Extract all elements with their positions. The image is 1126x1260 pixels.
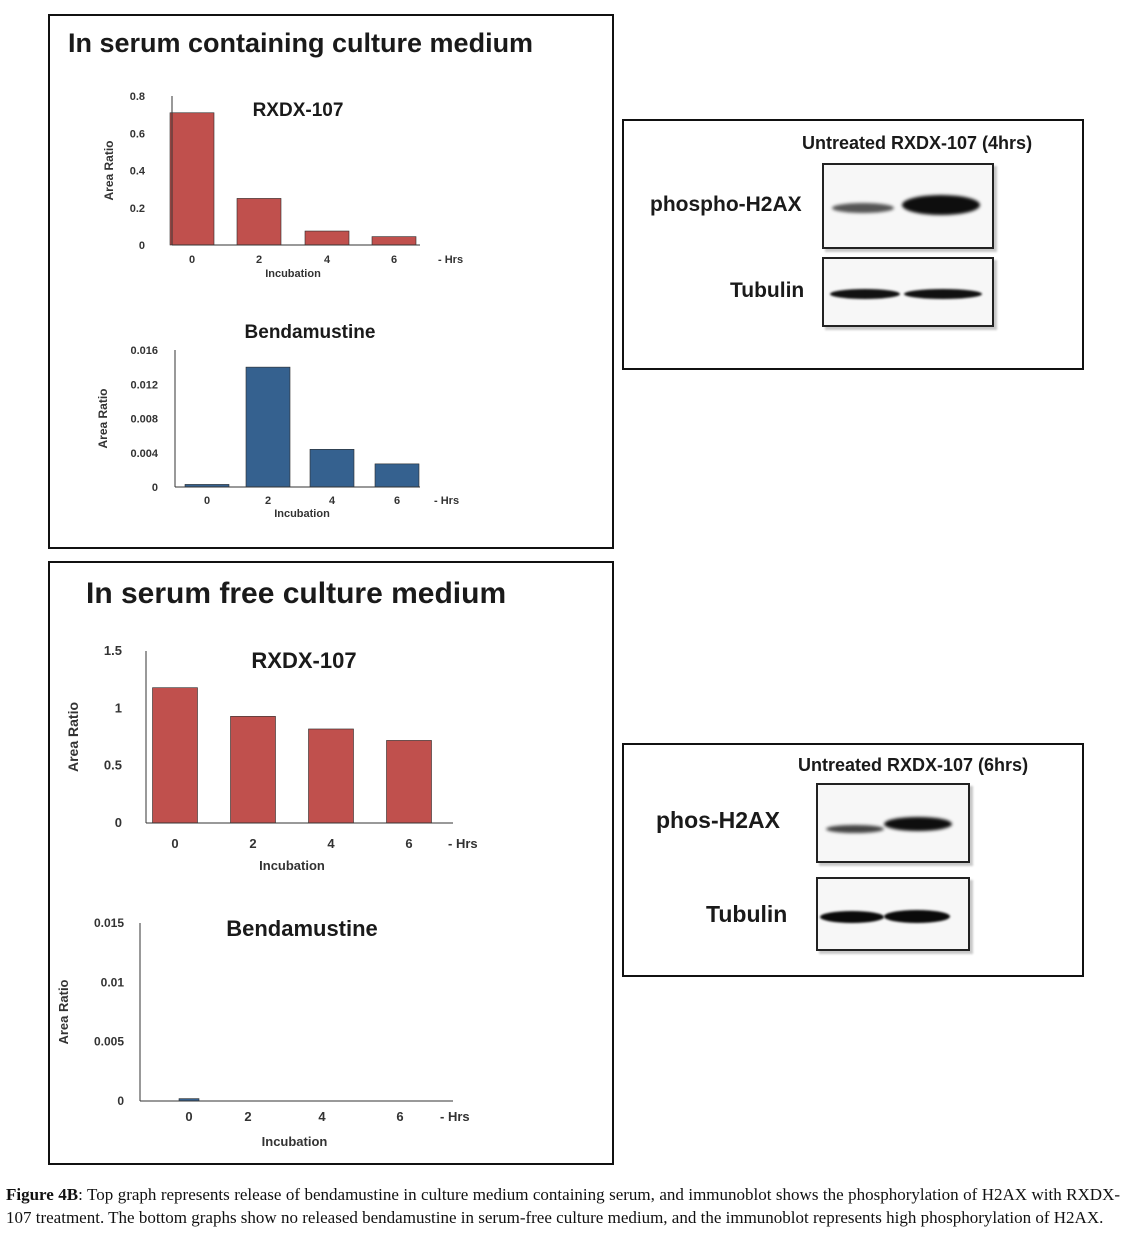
serum-benda-ylabel: Area Ratio [96,388,110,449]
free-rxdx-bar-3 [387,740,432,823]
serum-benda-ytick-4: 0.016 [130,345,158,357]
serum-benda-ytick-3: 0.012 [130,379,158,392]
immunoblot-serum [622,119,1084,370]
free-benda-xtick-1: 2 [244,1109,252,1124]
blot-free-row2-label: Tubulin [706,901,788,927]
free-benda-x-suffix: - Hrs [440,1109,470,1124]
serum-rxdx-ytick-2: 0.4 [129,165,145,178]
free-rxdx-ylabel: Area Ratio [65,701,81,773]
blot-serum-phospho-box [822,163,994,249]
free-rxdx-ytick-2: 1 [114,700,122,716]
serum-rxdx-xlabel: Incubation [265,268,321,280]
blot-free-header: Untreated RXDX-107 (6hrs) [798,755,1029,775]
serum-rxdx-ytick-4: 0.8 [129,91,145,103]
caption-label: Figure 4B [6,1185,79,1204]
band-tubulin-untreated [820,911,884,923]
free-benda-xtick-2: 4 [318,1109,326,1124]
free-rxdx-xtick-0: 0 [171,836,179,851]
serum-benda-bar-1 [246,367,290,487]
free-rxdx-title: RXDX-107 [251,648,357,673]
band-tubulin-treated [904,289,982,299]
blot-serum-tubulin-box [822,257,994,327]
serum-rxdx-ytick-3: 0.6 [129,128,145,141]
serum-rxdx-bar-1 [237,198,281,245]
free-benda-ylabel: Area Ratio [56,979,71,1045]
caption-text: : Top graph represents release of bendamustine in culture medium containing serum, and immunoblot shows the phosphorylation of H2AX with RXDX-107 treatment. The bottom graphs show no released bendamustine in serum-free culture medium, and the immunoblot represents high phosphorylation of H2AX. [6,1185,1121,1227]
serum-benda-ytick-2: 0.008 [130,413,158,426]
band-treated [902,195,980,215]
serum-benda-x-suffix: - Hrs [434,495,460,507]
serum-rxdx-ytick-1: 0.2 [129,202,145,215]
free-benda-title: Bendamustine [226,916,378,941]
blot-free-phospho-box [816,783,970,863]
serum-free-panel-title: In serum free culture medium [86,577,507,610]
free-rxdx-xtick-1: 2 [249,836,257,851]
free-benda-xtick-3: 6 [396,1109,404,1124]
free-rxdx-bar-2 [309,729,354,823]
serum-rxdx-ytick-0: 0 [138,240,145,252]
free-benda-ytick-3: 0.015 [93,916,124,930]
free-rxdx-x-suffix: - Hrs [448,836,478,851]
free-rxdx-ytick-0: 0 [114,815,122,830]
serum-rxdx-title: RXDX-107 [252,100,344,121]
serum-rxdx-x-suffix: - Hrs [438,254,464,266]
free-rxdx-xtick-3: 6 [405,836,413,851]
free-benda-ytick-2: 0.01 [100,975,124,990]
free-rxdx-ytick-3: 1.5 [103,643,122,658]
band-untreated [832,203,894,213]
serum-benda-xtick-2: 4 [328,495,336,507]
blot-serum-header: Untreated RXDX-107 (4hrs) [802,133,1033,153]
band-tubulin-untreated [830,289,900,299]
immunoblot-serum-free [622,743,1084,977]
serum-benda-xtick-0: 0 [203,495,211,507]
serum-benda-xlabel: Incubation [274,508,330,520]
free-benda-ytick-0: 0 [117,1094,124,1108]
serum-panel-title: In serum containing culture medium [68,28,534,58]
blot-free-tubulin-box [816,877,970,951]
free-benda-ytick-1: 0.005 [93,1034,124,1049]
figure-caption [6,1183,1120,1229]
serum-benda-xtick-1: 2 [264,495,272,507]
blot-serum-row2-label: Tubulin [730,279,805,302]
serum-benda-bar-2 [310,449,354,487]
serum-rxdx-ylabel: Area Ratio [102,140,116,201]
blot-serum-row1-label: phospho-H2AX [650,193,802,216]
serum-benda-bar-3 [375,464,419,487]
serum-rxdx-xtick-3: 6 [390,254,398,266]
serum-rxdx-bar-3 [372,237,416,245]
serum-rxdx-xtick-2: 4 [323,254,331,266]
free-rxdx-xtick-2: 4 [327,836,335,851]
serum-benda-ytick-1: 0.004 [130,447,158,460]
free-benda-xlabel: Incubation [261,1134,328,1149]
serum-rxdx-xtick-1: 2 [255,254,263,266]
serum-benda-title: Bendamustine [244,322,376,343]
serum-rxdx-xtick-0: 0 [188,254,196,266]
free-rxdx-xlabel: Incubation [259,858,325,873]
free-rxdx-bar-1 [231,716,276,823]
band-tubulin-treated [884,910,950,923]
band-untreated [826,825,884,833]
serum-benda-ytick-0: 0 [151,482,158,494]
band-treated [884,817,952,831]
serum-rxdx-bar-2 [305,231,349,245]
blot-free-row1-label: phos-H2AX [656,807,780,833]
serum-benda-xtick-3: 6 [393,495,401,507]
free-benda-xtick-0: 0 [185,1109,193,1124]
free-rxdx-ytick-1: 0.5 [103,757,122,773]
free-rxdx-bar-0 [153,688,198,823]
serum-rxdx-bar-0 [170,113,214,245]
